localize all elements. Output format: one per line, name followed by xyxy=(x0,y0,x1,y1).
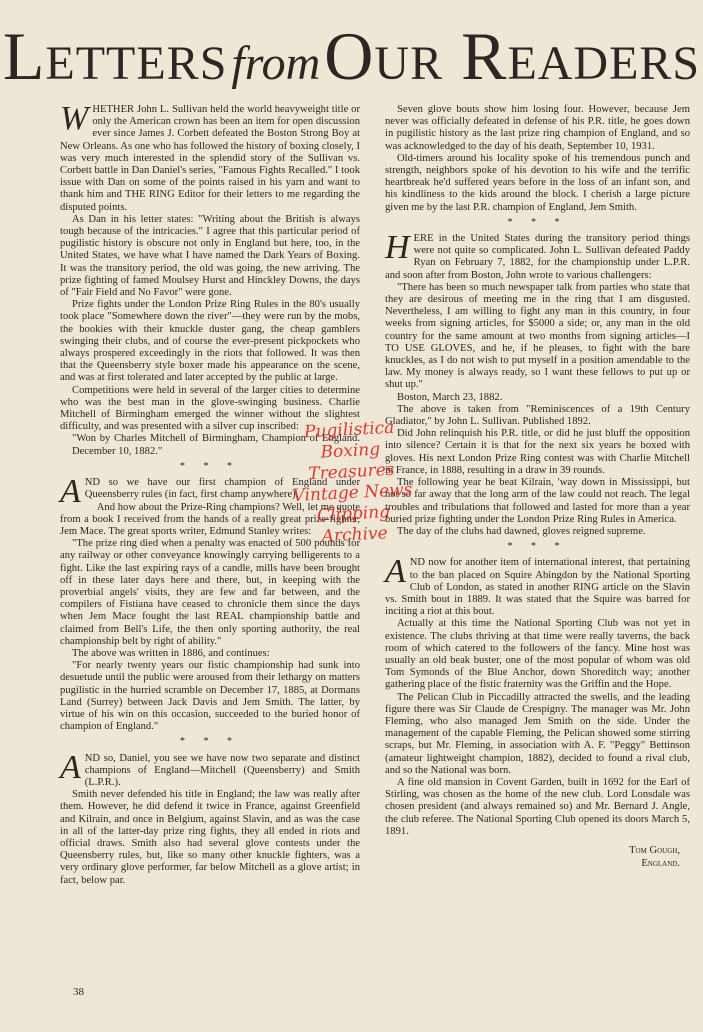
paragraph: Prize fights under the London Prize Ring Rules in the 80's usually took place "Somewhere down the river"—they were run by the mobs, the bookies with their knuckle duster gang, the cheap gamblers swinging their clubs, and of course the ever-present pickpockets who always prospered exceedingly in the riots that followed. It was then that the Queensberry style boxer made his appearance on the scene, and was at first tolerated and later accepted by the public at large. xyxy=(60,299,360,384)
paragraph: WHETHER John L. Sullivan held the world heavyweight title or only the American crown has been an item for open discussion ever since James J. Corbett defeated the Boston Strong Boy at New Orleans. As one who has followed the history of boxing closely, I was very much interested in the splendid story of the Sullivan vs. Corbett battle in Dan Daniel's series, "Famous Fights Recalled." I took issue with Dan on some of the points raised in his yarn and want to thank him and THE RING Editor for their letters to me regarding the disputed points. xyxy=(60,100,361,213)
quotation: "For nearly twenty years our fistic championship had sunk into desuetude until the public were aroused from their lethargy on matters pugilistic in the hurried scramble on December 17, 1885, at Dormans Land (Surrey) between Jack Davis and Jem Smith. The latter, by virtue of his win on this occasion, succeeded to the buried honor of champion of England." xyxy=(60,660,360,733)
title-from: from xyxy=(231,37,321,90)
paragraph: The above is taken from "Reminiscences of a 19th Century Gladiator," by John L. Sullivan. Published 1892. xyxy=(385,403,690,428)
paragraph: The above was written in 1886, and continues: xyxy=(72,647,270,659)
paragraph: As Dan in his letter states: "Writing about the British is always tough because of the intricacies." I agree that this particular period of pugilistic history is obscure not only in England but here, too, in the United States, we have what I have named the Dark Years of Boxing. It was the transitory period, the old was going, the new arriving. The prize fighting of famed Moulsey Hurst and Hinckley Downs, the days of "Fair Field and No Favor" were gone. xyxy=(60,213,360,299)
paragraph: Actually at this time the National Sporting Club was not yet in existence. The clubs thriving at that time were really taverns, the back room of which catered to the followers of the fancy. Mine host was usually an old beak buster, one of the most popular of whom was old Tom Symonds of the Blue Anchor, down Shoreditch way; another gathering place of the fistic fraternity was the Griffin and the Hope. xyxy=(385,618,690,691)
paragraph: The following year he beat Kilrain, 'way down in Mississippi, but not so far away that the long arm of the law could not reach. The legal troubles and tribulations that followed and lasted for more than a year buried prize fighting under the London Prize Ring Rules in America. xyxy=(385,477,690,525)
section-divider: * * * xyxy=(507,216,568,228)
paragraph: HERE in the United States during the transitory period things were not quite so complicated. John L. Sullivan defeated Paddy Ryan on February 7, 1882, for the championship under L.P.R. and soon after from Boston, John wrote to various challengers: xyxy=(385,229,690,281)
watermark-overlay: Pugilistica Boxing Treasures Vintage News Clipping Archive xyxy=(292,417,413,547)
title-letters: Letters xyxy=(2,18,228,94)
paragraph: Seven glove bouts show him losing four. However, because Jem never was officially defeated in defense of his P.R. title, he goes down in pugilistic history as the last prize ring champion of England, and so was acknowledged to the day of his death, September 10, 1931. xyxy=(385,104,690,152)
paragraph: Old-timers around his locality spoke of his tremendous punch and strength, neighbors spoke of his devotion to his wife and the terrific heartbreak he'd suffered years before in the loss of an infant son, and his kindliness to the kids around the block. I cherish a large picture given me by the last P.R. champion of England, Jem Smith. xyxy=(385,152,690,213)
signature xyxy=(385,844,690,870)
paragraph: AND so we have our first champion of England under Queensberry rules (in fact, first champ anywhere). xyxy=(60,473,360,511)
section-divider: * * * xyxy=(180,460,240,472)
section-divider: * * * xyxy=(507,541,568,553)
paragraph: AND now for another item of international interest, that pertaining to the ban placed on Squire Abingdon by the National Sporting Club of London, as stated in another RING article on the Slavin vs. Smith bout in 1889. It was stated that the Squire was barred for inciting a riot at this bout. xyxy=(385,553,690,618)
page-number: 38 xyxy=(73,986,84,998)
paragraph: Smith never defended his title in England; the law was really after them. However, he did defend it twice in France, against Greenfield and Kilrain, and once in Belgium, against Slavin, and as was the case in all of the latter-day prize ring fights, they all ended in riots and official draws. Smith also had several glove contests under the Queensberry rules, but, like so many other knuckle fighters, was a very ordinary glove performer, far below Mitchell as a glove artist; in fact, below par. xyxy=(60,789,360,886)
paragraph: And how about the Prize-Ring champions? Well, let me quote from a book I received from the hands of a really great prize-fighter, Jem Mace. The great sports writer, Edmund Stanley writes: xyxy=(60,501,360,537)
page-title xyxy=(0,18,703,94)
paragraph: Competitions were held in several of the larger cities to determine who was the best man in the glove-swinging business. Charlie Mitchell of Birmingham emerged the winner without the slightest difficulty, and was presented with a silver cup inscribed: xyxy=(60,384,360,433)
quotation: "Won by Charles Mitchell of Birmingham, Champion of England. December 10, 1882." xyxy=(72,433,360,457)
right-column xyxy=(385,104,690,870)
signature-name: Tom Gough, xyxy=(629,844,680,856)
signature-place: England. xyxy=(641,857,680,869)
paragraph: AND so, Daniel, you see we have now two separate and distinct champions of England—Mitchell (Queensberry) and Smith (L.P.R.). xyxy=(60,748,360,788)
paragraph: A fine old mansion in Covent Garden, built in 1692 for the Earl of Stirling, was chosen as the home of the new club. Lord Lonsdale was chosen president (and always remained so) and Mr. Bernard J. Angle, the club referee. The National Sporting Club opened its doors March 5, 1891. xyxy=(385,776,690,837)
quotation: "The prize ring died when a penalty was enacted of 500 pounds for any railway or other conveyance knowingly carrying belligerents to a fight. Like the last expiring rays of a candle, mills have been brought off in these later days here and there, but, in keeping with the proverbial angels' visits, they are few and far between, and the compilers of Fistiana have ceased to chronicle them since the days when Jem Mace fought the last REAL championship battle and claimed from Bell's Life, the then only sporting authority, the real championship belt by right of ability." xyxy=(60,538,360,647)
dateline: Boston, March 23, 1882. xyxy=(397,391,503,403)
paragraph: The Pelican Club in Piccadilly attracted the swells, and the leading figure there was Sir Claude de Crespigny. The manager was Mr. John Fleming, who also managed Jem Smith on the side. Under the management of the capable Fleming, the Pelican showed some stirring scraps, but Mr. Fleming, in association with A. F. "Peggy" Bettinson (amateur lightweight champion, 1882), decided to found a rival club, and so the National was born. xyxy=(385,691,690,776)
paragraph: Did John relinquish his P.R. title, or did he just bluff the opposition into silence? Certain it is that for the next six years he boxed with gloves. His next London Prize Ring contest was with Charlie Mitchell in France, in 1888, resulting in a draw in 39 rounds. xyxy=(385,428,690,476)
section-divider: * * * xyxy=(180,736,240,748)
quotation: "There has been so much newspaper talk from parties who state that they are desirous of meeting me in the ring that I am disgusted. Nevertheless, I am willing to fight any man in this country, in four weeks from signing articles, for $5000 a side; or, any man in the old country for the same amount at two months from signing articles—I TO USE GLOVES, and he, if he pleases, to fight with the bare knuckles, as I do not wish to put myself in a position amendable to the law. My money is always ready, so I want these fellows to put up or shut up." xyxy=(385,281,690,391)
paragraph: The day of the clubs had dawned, gloves reigned supreme. xyxy=(397,525,646,537)
title-our-readers: Our Readers xyxy=(324,18,701,94)
